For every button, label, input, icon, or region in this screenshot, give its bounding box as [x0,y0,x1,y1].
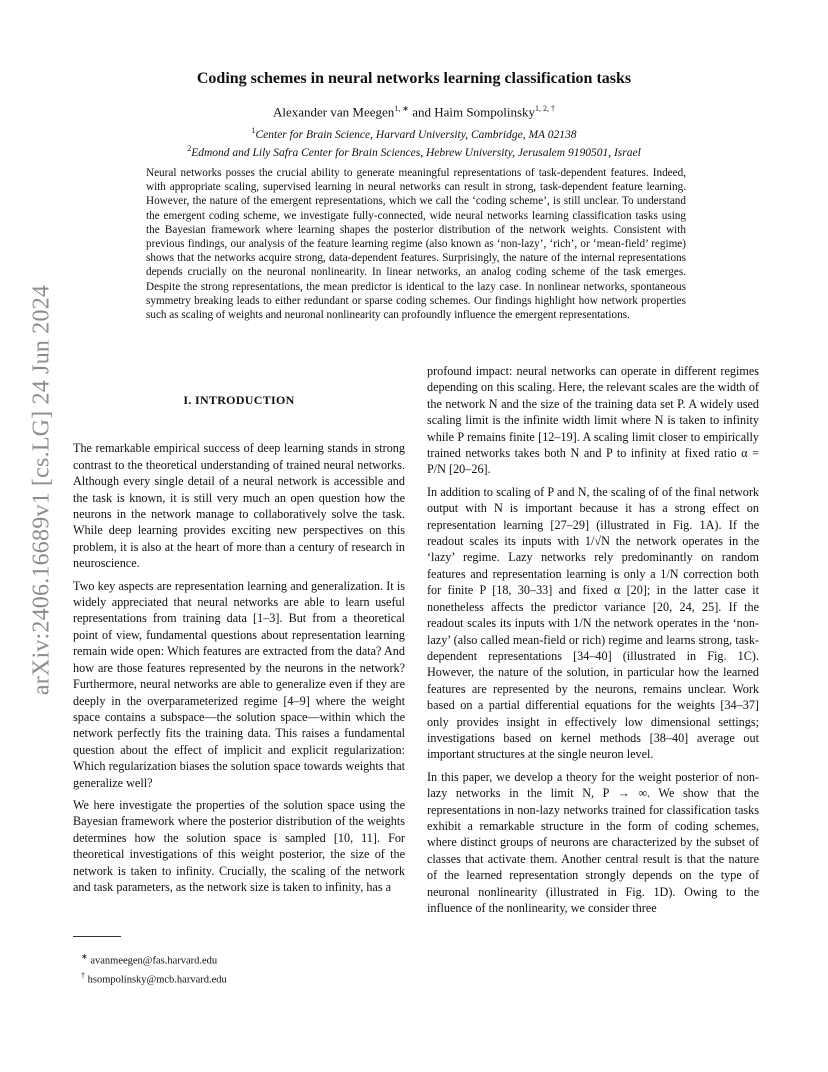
right-column [427,363,759,922]
body-paragraph: In this paper, we develop a theory for the weight posterior of non-lazy networks in the limit N, P → ∞. We show that the representations in non-lazy networks trained for classification tasks exhibit a remarkable structure in the form of coding schemes, where distinct groups of neurons are characterized by the subset of classes that activate them. Another central result is that the nature of the learned representation strongly depends on the type of neuronal nonlinearity (illustrated in Fig. 1D). Owing to the influence of the nonlinearity, we consider three [427,769,759,915]
affiliation-1 [0,126,828,141]
footnote-email[interactable]: avanmeegen@fas.harvard.edu [90,955,218,967]
left-column [73,392,405,901]
body-paragraph: We here investigate the properties of the solution space using the Bayesian framework where the posterior distribution of the weights determines how the solution space is sampled [10, 11]. For theoretical investigations of this weight posterior, the size of the network is taken to infinity. Crucially, the scaling of the network and task parameters, as the network size is taken to infinity, has a [73,797,405,894]
footnote-item [73,969,403,988]
affiliation-2 [0,144,828,159]
footnote-mark: † [81,970,85,980]
body-paragraph: profound impact: neural networks can operate in different regimes depending on this scaling. Here, the relevant scales are the width of the network N and the size of the training data set P. A widely used scaling limit is the infinite width limit where N is taken to infinity while P remains finite [12–19]. A scaling limit closer to empirically trained networks takes both N and P to infinity at fixed ratio α = P/N [20–26]. [427,364,759,477]
affiliation-mark: 2 [187,144,192,153]
arxiv-identifier-stamp [18,284,66,696]
affiliation-text: Center for Brain Science, Harvard University, Cambridge, MA 02138 [255,128,577,141]
footnotes [73,950,403,987]
author-marks: 1, ∗ [394,104,409,113]
author-joiner: and [408,104,435,120]
section-heading: I. INTRODUCTION [183,393,295,407]
footnote-email[interactable]: hsompolinsky@mcb.harvard.edu [87,974,227,985]
arxiv-identifier-text: arXiv:2406.16689v1 [cs.LG] 24 Jun 2024 [28,284,55,696]
paper-title: Coding schemes in neural networks learning classification tasks [196,70,632,87]
author-list [0,104,828,120]
affiliation-text: Edmond and Lily Safra Center for Brain Sciences, Hebrew University, Jerusalem 9190501, Israel [191,146,641,159]
body-paragraph: In addition to scaling of P and N, the scaling of of the final network output with N is important because it has a strong effect on representation learning [27–29] (illustrated in Fig. 1A). If the readout scales its inputs with 1/√N the network operates in the ‘lazy’ regime. Lazy networks rely predominantly on random features and representation learning is only a 1/N correction both for finite P [18, 30–33] and fixed α [20]; in the latter case it nonetheless affects the predictor variance [20, 24, 25]. If the readout scales its inputs with 1/N the network operates in the ‘non-lazy’ (also called mean-field or rich) regime and learns strong, task-dependent representations [34–40] (illustrated in Fig. 1C). However, the nature of the solution, in particular how the learned features are represented by the neurons, remains unclear. Work based on a partial differential equations for the weights [34–37] only provides insight in effectively low dimensional settings; investigations based on kernel methods [38–40] average out important structures at the single neuron level. [427,484,759,762]
abstract: Neural networks posses the crucial ability to generate meaningful representations of task-dependent features. Indeed, with appropriate scaling, supervised learning in neural networks can result in strong, task-dependent feature learning. However, the nature of the emergent representations, which we call the ‘coding scheme’, is still unclear. To understand the emergent coding scheme, we investigate fully-connected, wide neural networks learning classification tasks using the Bayesian framework where learning shapes the posterior distribution of the network weights. Consistent with previous findings, our analysis of the feature learning regime (also known as ‘non-lazy’, ‘rich’, or ‘mean-field’ regime) shows that the networks acquire strong, data-dependent features. Surprisingly, the nature of the internal representations depends crucially on the neuronal nonlinearity. In linear networks, an analog coding scheme of the task emerges. Despite the strong representations, the mean predictor is identical to the lazy case. In nonlinear networks, spontaneous symmetry breaking leads to either redundant or sparse coding schemes. Our findings highlight how network properties such as scaling of weights and neuronal nonlinearity can profoundly influence the emergent representations. [146,167,686,322]
body-paragraph: Two key aspects are representation learning and generalization. It is widely appreciated that neural networks are able to learn useful representations from training data [1–3]. But from a theoretical point of view, fundamental questions about representation learning remain wide open: Which features are extracted from the data? And how are those features represented by the neurons in the network? Furthermore, neural networks are able to generalize even if they are deeply in the overparameterized regime [4–9] where the weight space contains a subspace—the solution space—within which the network perfectly fits the training data. This raises a fundamental question about the effect of implicit and explicit regularization: Which regularization biases the solution space towards weights that generalize well? [73,578,405,790]
footnote-divider [73,936,121,937]
author-name: Alexander van Meegen [272,104,395,120]
body-paragraph: The remarkable empirical success of deep learning stands in strong contrast to the theoretical understanding of trained neural networks. Although every single detail of a neural network is accessible and the task is known, it is still very much an open question how the neurons in the network manage to collaboratively solve the task. While deep learning provides exciting new perspectives on this problem, it is also at the heart of more than a century of research in neuroscience. [73,441,405,571]
author-name: Haim Sompolinsky [434,104,536,120]
footnote-item [73,950,403,969]
author-marks: 1, 2, † [535,104,556,113]
affiliation-mark: 1 [251,126,256,135]
footnote-mark: ∗ [81,952,88,961]
